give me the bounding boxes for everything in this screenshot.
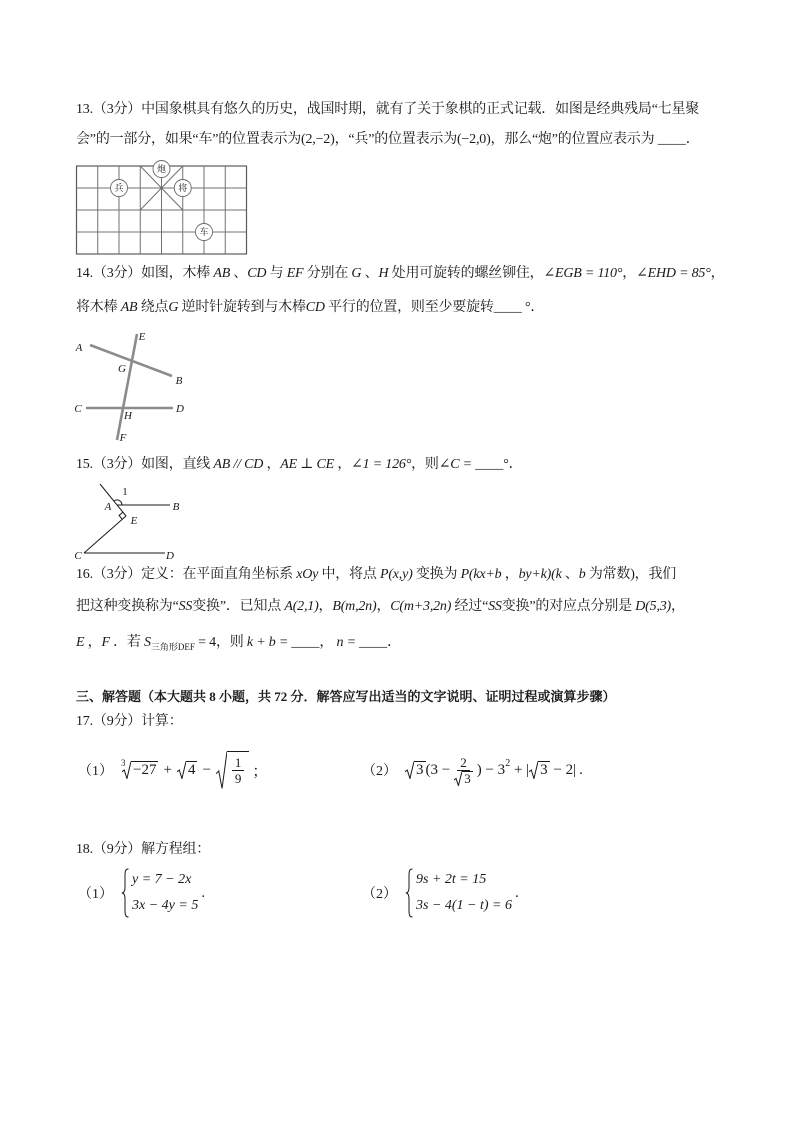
square-root	[216, 751, 250, 789]
operator: +	[163, 761, 172, 778]
part-label: （2）	[362, 764, 397, 779]
piece-jiang	[174, 180, 191, 197]
math-text: ∠EHD = 85°	[636, 266, 711, 281]
math-text: b	[578, 567, 586, 582]
radical-sign-icon	[216, 751, 227, 789]
text-segment: 将木棒	[76, 300, 121, 315]
fraction	[232, 755, 245, 786]
text-segment: 处用可旋转的螺丝铆住，	[388, 266, 544, 281]
piece-label: 兵	[114, 183, 124, 194]
math-text: B(m,2n)	[332, 599, 377, 614]
q15-line-1	[76, 455, 522, 475]
parallel-lines-figure	[70, 478, 185, 563]
cube-root	[121, 758, 158, 779]
equation: 3x − 4y = 5	[132, 898, 199, 913]
text-segment: 为常数)，我们	[585, 567, 677, 582]
text-segment: ，“兵”的位置表示为	[334, 132, 458, 147]
point-label-a: A	[75, 342, 83, 354]
math-text: G	[351, 266, 362, 281]
math-text: H	[378, 266, 389, 281]
q13-line-2	[76, 130, 700, 150]
left-brace-icon	[405, 868, 413, 918]
square-root	[529, 761, 550, 779]
q17-part-2	[362, 748, 583, 792]
math-text: D(5,3)	[635, 599, 671, 614]
radicand: 4	[187, 762, 196, 778]
point-label-e: E	[130, 515, 138, 527]
answer-blank: ____	[657, 132, 686, 147]
piece-pao	[153, 161, 170, 178]
math-text: G	[168, 300, 179, 315]
text-segment: ，	[376, 599, 391, 614]
text-segment: 、	[561, 567, 579, 582]
q17-title: 17.（9分）计算：	[76, 714, 183, 729]
text-segment: 逆时针旋转到与木棒	[178, 300, 306, 315]
point-label-b: B	[172, 501, 180, 513]
math-text: k + b =	[246, 635, 292, 650]
part-label: （1）	[78, 887, 113, 902]
point-label-c: C	[74, 550, 82, 562]
angle-label-1: 1	[122, 486, 128, 498]
punctuation: ；	[252, 763, 268, 780]
equation-system	[132, 867, 198, 919]
text-segment: ，	[501, 567, 519, 582]
equation: 9s + 2t = 15	[416, 872, 487, 887]
math-text: A(2,1)	[284, 599, 319, 614]
radical-sign-icon	[529, 761, 538, 779]
math-text: = 4	[194, 635, 216, 650]
square-root	[454, 771, 473, 786]
math-text: AE ⊥ CE	[280, 457, 335, 472]
math-text: ∠EGB = 110°	[543, 266, 623, 281]
text-segment: 变换”的对应点分别是	[501, 599, 636, 614]
piece-label: 将	[178, 183, 188, 194]
text-segment: 16.（3分）定义：在平面直角坐标系	[76, 567, 297, 582]
math-text: AB // CD	[213, 457, 264, 472]
text-segment: ．若	[109, 635, 145, 650]
numerator: 1	[232, 755, 245, 771]
piece-label: 车	[199, 227, 209, 238]
text-segment: 13.（3分）中国象棋具有悠久的历史，战国时期，就有了关于象棋的正式记载．如图是经典残局“七星聚	[76, 102, 700, 117]
numerator: 2	[457, 755, 470, 771]
text-segment: ．	[387, 635, 401, 650]
part-label: （2）	[362, 887, 397, 902]
answer-blank: ____	[493, 300, 522, 315]
text-segment: ．	[685, 132, 700, 147]
math-text: SS	[488, 599, 502, 614]
q16-line-3	[76, 633, 401, 653]
radical-sign-icon	[454, 771, 462, 786]
text-segment: 平行的位置，则至少要旋转	[324, 300, 494, 315]
operator: −	[202, 761, 211, 778]
equation-system	[416, 867, 512, 919]
text-segment: 经过“	[451, 599, 489, 614]
text-segment: ，	[622, 266, 637, 281]
math-text: F	[101, 635, 110, 650]
rods-figure	[70, 325, 195, 445]
point-label-d: D	[176, 403, 184, 415]
fraction	[452, 755, 475, 786]
rod-ef	[117, 334, 137, 440]
punctuation: .	[201, 884, 206, 901]
right-angle-marker	[119, 512, 123, 519]
math-text: ∠1 = 126°	[351, 457, 412, 472]
square-root	[405, 761, 426, 779]
text-segment: 把这种变换称为“	[76, 599, 179, 614]
text-segment: 、	[361, 266, 379, 281]
q18-part-1	[78, 866, 205, 920]
math-text: (2,−2)	[301, 132, 335, 147]
root-index: 3	[121, 758, 126, 768]
section-header: 三、解答题（本大题共 8 小题，共 72 分．解答应写出适当的文字说明、证明过程或演算步骤）	[76, 689, 616, 704]
text-segment: °．	[521, 300, 545, 315]
text-segment: 变换”．已知点	[192, 599, 285, 614]
math-text: CD	[305, 300, 325, 315]
text-segment: ，	[710, 266, 725, 281]
punctuation: .	[579, 761, 583, 778]
radical-sign-icon	[405, 761, 414, 779]
text-segment: 15.（3分）如图，直线	[76, 457, 214, 472]
radicand: 3	[416, 762, 424, 778]
answer-blank: ____	[359, 635, 388, 650]
text-segment: 与	[266, 266, 287, 281]
text-segment: 会”的一部分，如果“车”的位置表示为	[76, 132, 302, 147]
math-text: AB	[120, 300, 138, 315]
exponent: 2	[505, 757, 511, 769]
punctuation: .	[515, 884, 519, 901]
point-label-b: B	[175, 375, 183, 387]
text-segment: 、	[230, 266, 248, 281]
math-text: P(x,y)	[379, 567, 413, 582]
point-label-e: E	[138, 331, 146, 343]
expression-text: + |	[510, 761, 530, 778]
text-segment: ，	[319, 635, 337, 650]
q16-line-1	[76, 565, 676, 585]
math-text: (−2,0)	[457, 132, 491, 147]
denominator: 9	[234, 771, 242, 786]
math-text: E	[76, 635, 85, 650]
radicand	[227, 751, 250, 789]
math-text: SS	[178, 599, 193, 614]
radicand: 3	[540, 762, 548, 778]
q17-part-1	[78, 748, 267, 792]
expression-text: − 2|	[549, 761, 577, 778]
point-label-a: A	[104, 501, 112, 513]
text-segment: ，则	[215, 635, 247, 650]
expression-text: ) − 3	[476, 761, 506, 778]
chessboard-figure	[70, 156, 255, 262]
text-segment: ，	[334, 457, 352, 472]
math-text: xOy	[296, 567, 319, 582]
text-segment: °．	[503, 457, 523, 472]
math-text: CD	[247, 266, 267, 281]
denominator	[452, 771, 475, 786]
expression-text: (3 −	[425, 761, 451, 778]
point-label-d: D	[166, 550, 174, 562]
square-root	[177, 761, 198, 779]
text-segment: ，	[318, 599, 333, 614]
text-segment: ，那么“炮”的位置应表示为	[490, 132, 658, 147]
math-text: n =	[336, 635, 360, 650]
left-brace-icon	[121, 868, 129, 918]
q14-line-2	[76, 298, 544, 318]
text-segment: ，	[84, 635, 102, 650]
math-text: P(kx+b	[460, 567, 502, 582]
radicand: 3	[464, 770, 471, 786]
math-text: S	[144, 635, 151, 650]
q13-line-1	[76, 100, 699, 120]
text-segment: ，	[263, 457, 281, 472]
answer-blank: ____	[475, 457, 504, 472]
math-text: ∠C =	[438, 457, 476, 472]
part-label: （1）	[78, 764, 113, 779]
line-ec	[84, 516, 126, 553]
equation: 3s − 4(1 − t) = 6	[416, 898, 513, 913]
q18-part-2	[362, 866, 519, 920]
piece-bing	[111, 180, 128, 197]
radicand: −27	[133, 762, 157, 778]
q14-line-1	[76, 264, 724, 284]
point-label-h: H	[124, 410, 132, 422]
text-segment: ，	[670, 599, 685, 614]
text-segment: 变换为	[412, 567, 461, 582]
math-text: by+k)(k	[518, 567, 562, 582]
point-label-f: F	[119, 432, 127, 444]
text-segment: 分别在	[303, 266, 352, 281]
point-label-c: C	[74, 403, 82, 415]
math-text: C(m+3,2n)	[390, 599, 452, 614]
piece-label: 炮	[156, 164, 167, 175]
text-segment: 中，将点	[318, 567, 380, 582]
equation: y = 7 − 2x	[132, 872, 192, 887]
radical-sign-icon	[177, 761, 186, 779]
text-segment: 14.（3分）如图，木棒	[76, 266, 214, 281]
answer-blank: ____	[291, 635, 320, 650]
q16-line-2	[76, 597, 685, 617]
math-text: AB	[213, 266, 231, 281]
text-segment: ，则	[411, 457, 439, 472]
q18-title: 18.（9分）解方程组：	[76, 842, 211, 857]
subscript-text: 三角形DEF	[150, 642, 195, 652]
point-label-g: G	[118, 363, 126, 375]
text-segment: 绕点	[137, 300, 169, 315]
piece-che	[196, 224, 213, 241]
math-text: EF	[286, 266, 304, 281]
